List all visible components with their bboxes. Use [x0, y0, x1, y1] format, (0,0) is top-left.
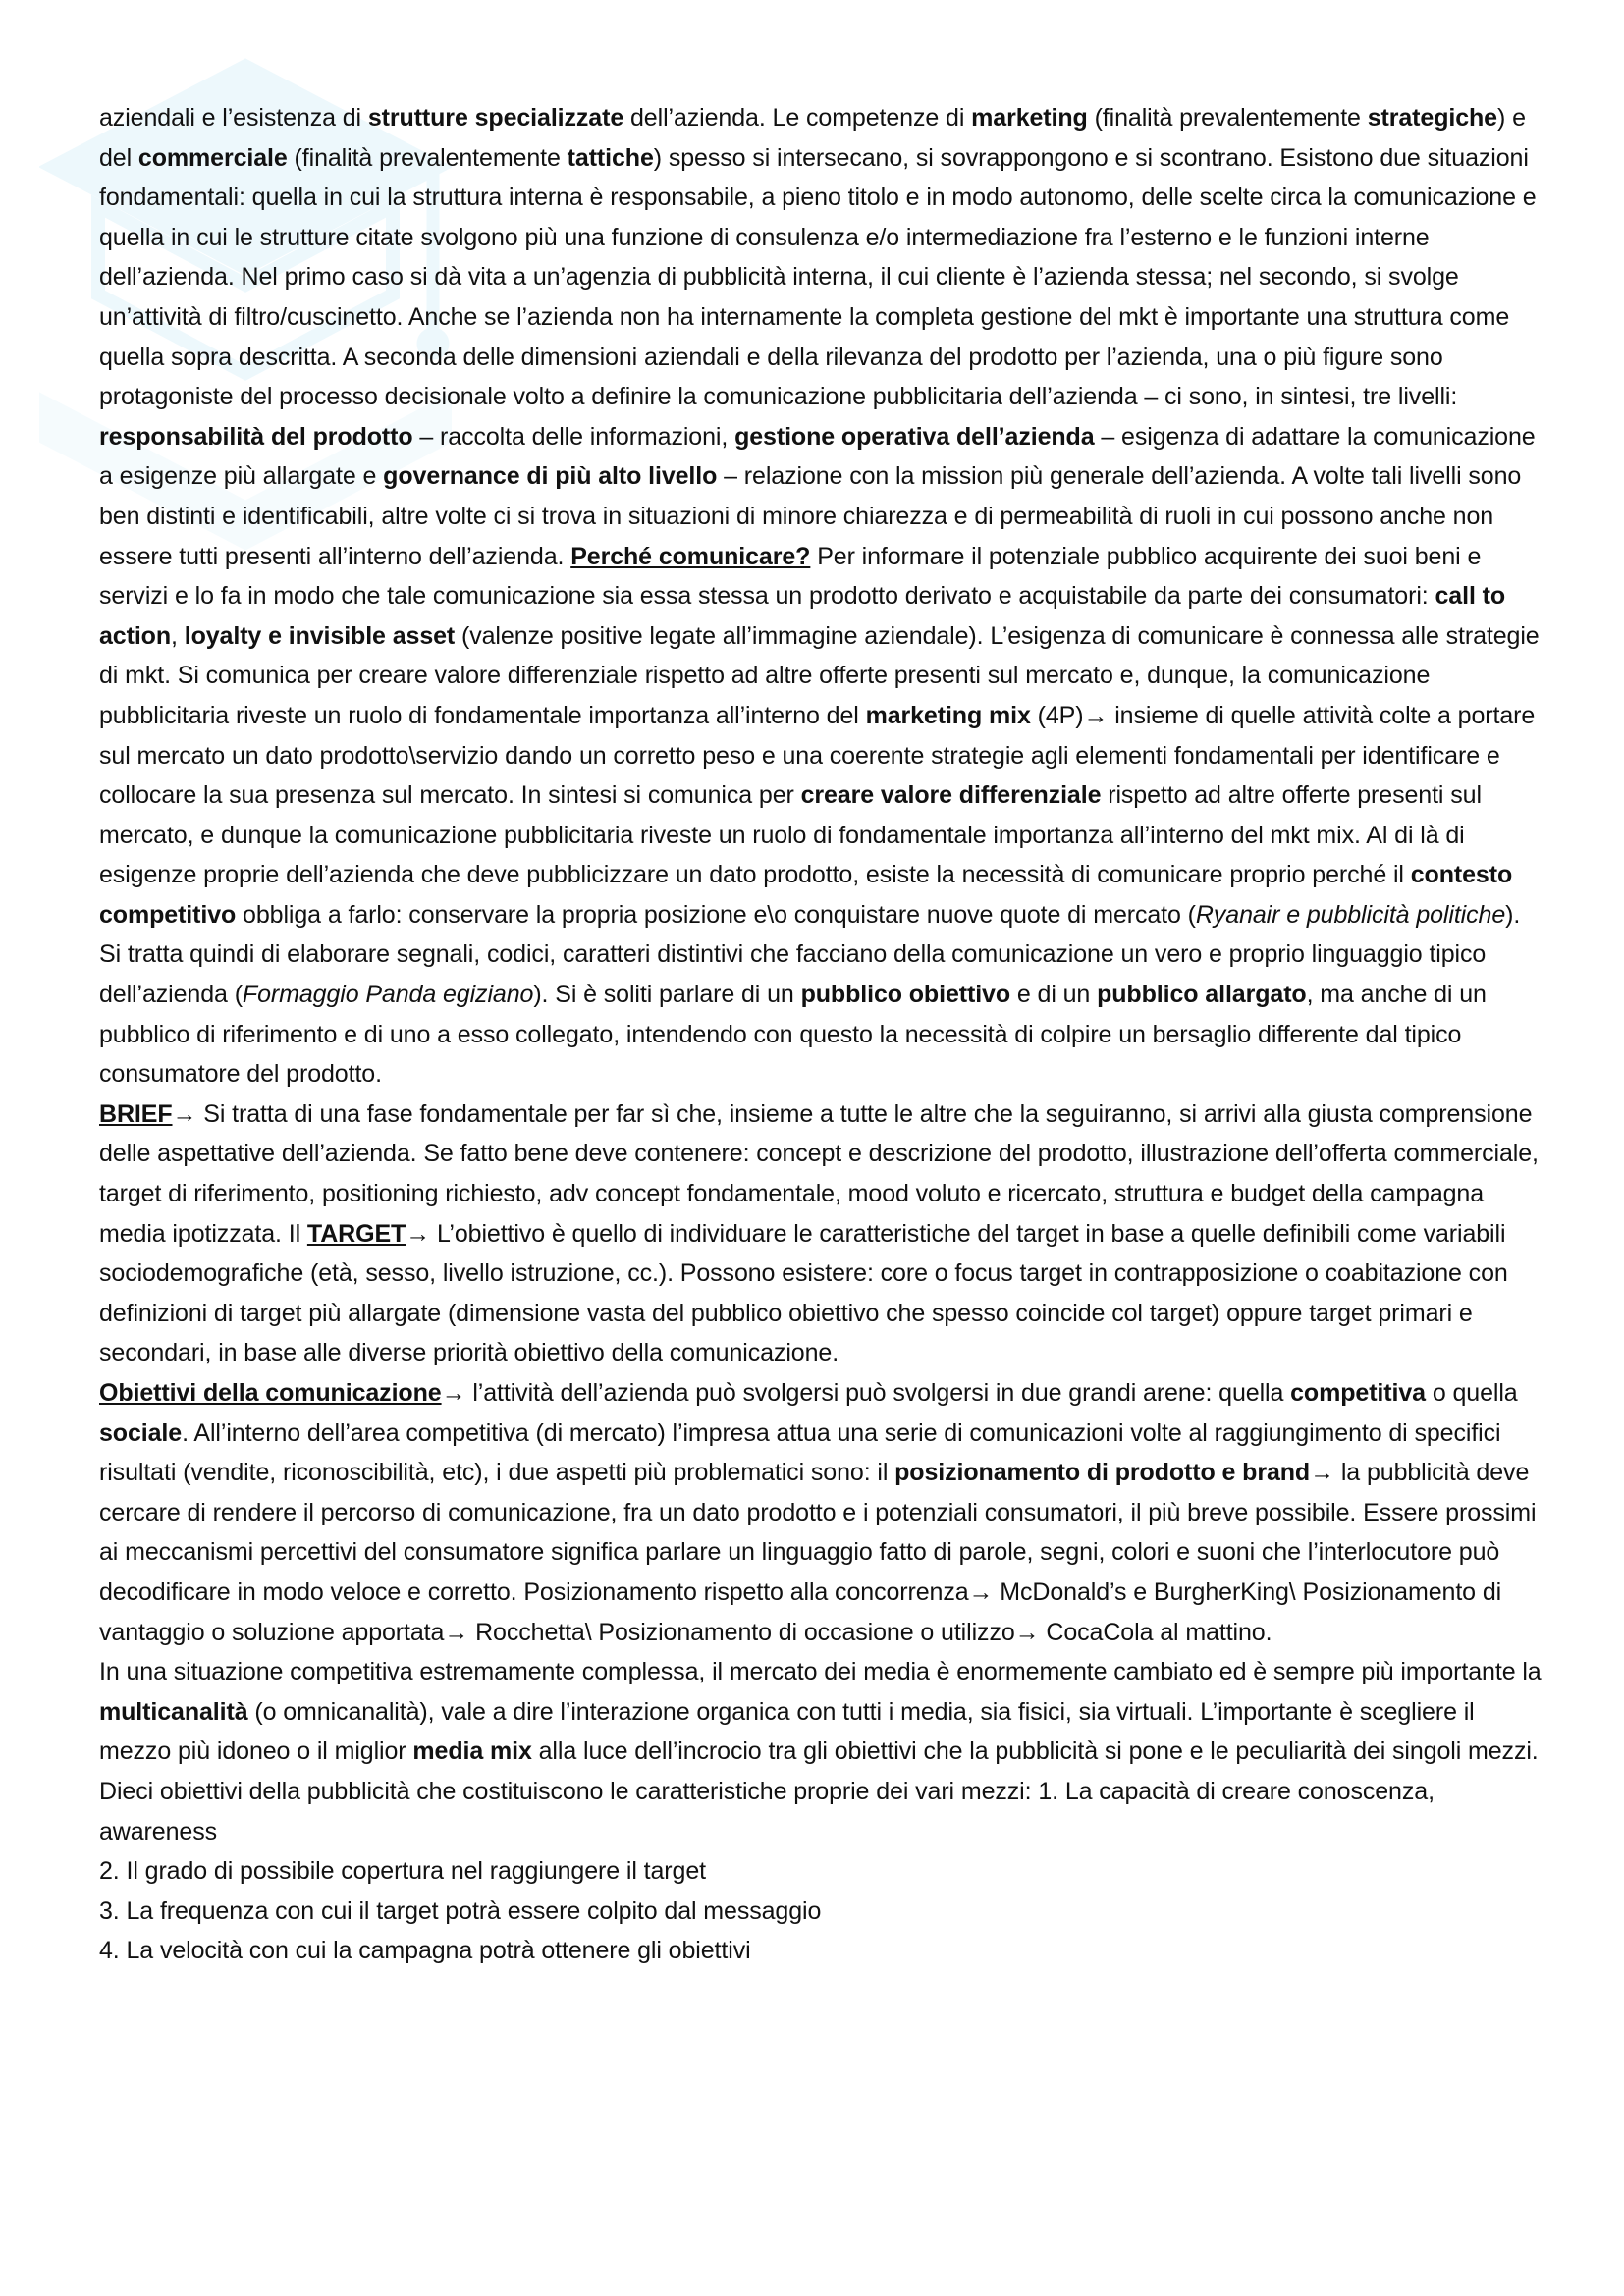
text-run: rispetto ad altre offerte presenti sul mercato, e dunque la comunicazione pubblicitaria riveste un ruolo di fondamentale importanza all’interno del mkt mix. Al di là di esigenze proprie dell’azienda che deve pubblicizzare un dato prodotto, esiste la necessità di comunicare proprio perché il	[99, 781, 1482, 889]
bold-term: governance di più alto livello	[383, 462, 718, 491]
bold-term: loyalty e invisible asset	[184, 621, 456, 650]
list-item: 3. La frequenza con cui il target potrà essere colpito dal messaggio	[99, 1896, 822, 1925]
text-run: ). Si è soliti parlare di un	[533, 981, 801, 1009]
text-run: In una situazione competitiva estremamente complessa, il mercato dei media è enormemente cambiato ed è sempre più importante la	[99, 1658, 1542, 1686]
text-run: → Si tratta di una fase fondamentale per far sì che, insieme a tutte le altre che la seguiranno, si arrivi alla giusta comprensione delle aspettative dell’azienda. Se fatto bene deve contenere: concept e descrizione del prodotto, illustrazione dell’offerta commerciale, target di riferimento, positioning richiesto, adv concept fondamentale, mood voluto e ricercato, struttura e budget della campagna media ipotizzata. Il	[99, 1099, 1539, 1248]
text-run: , ma anche di un pubblico di riferimento e di uno a esso collegato, intendendo con questo la necessità di colpire un bersaglio differente dal tipico consumatore del prodotto.	[99, 981, 1487, 1089]
text-run: (o omnicanalità), vale a dire l’interazione organica con tutti i media, sia fisici, sia virtuali. L’importante è scegliere il mezzo più idoneo o il miglior	[99, 1697, 1475, 1766]
text-run: . All’interno dell’area competitiva (di mercato) l’impresa attua una serie di comunicazioni volte al raggiungimento di specifici risultati (vendite, riconoscibilità, etc), i due aspetti più problematici sono: il	[99, 1418, 1501, 1487]
bold-term: strategiche	[1367, 104, 1497, 132]
bold-term: multicanalità	[99, 1697, 248, 1726]
text-run: (finalità prevalentemente	[1087, 104, 1368, 132]
italic-example: Ryanair e pubblicità politiche	[1195, 900, 1506, 929]
text-run: → L’obiettivo è quello di individuare le caratteristiche del target in base a quelle definibili come variabili sociodemografiche (età, sesso, livello istruzione, cc.). Possono esistere: core o focus target in contrapposizione o coabitazione con definizioni di target più allargate (dimensione vasta del pubblico obiettivo che spesso coincide col target) oppure target primari e secondari, in base alle diverse priorità obiettivo della comunicazione.	[99, 1219, 1508, 1367]
text-run: → la pubblicità deve cercare di rendere il percorso di comunicazione, fra un dato prodotto e i potenziali consumatori, il più breve possibile. Essere prossimi ai meccanismi percettivi del consumatore significa parlare un linguaggio fatto di parole, segni, colori e suoni che l’interlocutore può decodificare in modo veloce e corretto. Posizionamento rispetto alla concorrenza→ McDonald’s e BurgherKing\ Posizionamento di vantaggio o soluzione apportata→ Rocchetta\ Posizionamento di occasione o utilizzo→ CocaCola al mattino.	[99, 1459, 1537, 1646]
bold-term: tattiche	[567, 143, 654, 172]
text-run: ) spesso si intersecano, si sovrappongono e si scontrano. Esistono due situazioni fondamentali: quella in cui la struttura interna è responsabile, a pieno titolo e in modo autonomo, delle scelte circa la comunicazione e quella in cui le strutture citate svolgono più una funzione di consulenza e/o intermediazione fra l’esterno e le funzioni interne dell’azienda. Nel primo caso si dà vita a un’agenzia di pubblicità interna, il cui cliente è l’azienda stessa; nel secondo, si svolge un’attività di filtro/cuscinetto. Anche se l’azienda non ha internamente la completa gestione del mkt è importante una struttura come quella sopra descritta. A seconda delle dimensioni aziendali e della rilevanza del prodotto per l’azienda, una o più figure sono protagoniste del processo decisionale volto a definire la comunicazione pubblicitaria dell’azienda – ci sono, in sintesi, tre livelli:	[99, 143, 1537, 411]
text-run: (finalità prevalentemente	[287, 143, 568, 172]
heading-obiettivi-comunicazione: Obiettivi della comunicazione	[99, 1379, 442, 1407]
list-item: 4. La velocità con cui la campagna potrà ottenere gli obiettivi	[99, 1937, 751, 1965]
bold-term: gestione operativa dell’azienda	[734, 422, 1095, 451]
text-run: – relazione con la mission più generale dell’azienda. A volte tali livelli sono ben distinti e identificabili, altre volte ci si trova in situazioni di minore chiarezza e di permeabilità di ruoli in cui possono anche non essere tutti presenti all’interno dell’azienda.	[99, 462, 1522, 570]
text-run: – raccolta delle informazioni,	[412, 422, 735, 451]
paragraph-multicanalita	[99, 1652, 1543, 1851]
bold-term: media mix	[412, 1737, 532, 1766]
text-run: ,	[171, 621, 185, 650]
paragraph-marketing-structures	[99, 98, 1543, 1095]
text-run: o quella	[1425, 1379, 1518, 1407]
text-run: → l’attività dell’azienda può svolgersi può svolgersi in due grandi arene: quella	[441, 1379, 1291, 1407]
heading-brief: BRIEF	[99, 1099, 173, 1128]
text-run: obbliga a farlo: conservare la propria posizione e\o conquistare nuove quote di mercato (	[236, 900, 1196, 929]
bold-term: posizionamento di prodotto e brand	[894, 1459, 1311, 1487]
text-run: aziendali e l’esistenza di	[99, 104, 368, 132]
bold-term: sociale	[99, 1418, 183, 1447]
bold-term: pubblico allargato	[1097, 981, 1307, 1009]
text-run: (valenze positive legate all’immagine aziendale). L’esigenza di comunicare è connessa alle strategie di mkt. Si comunica per creare valore differenziale rispetto ad altre offerte presenti sul mercato e, dunque, la comunicazione pubblicitaria riveste un ruolo di fondamentale importanza all’interno del	[99, 621, 1540, 729]
bold-term: pubblico obiettivo	[800, 981, 1011, 1009]
text-run: (4P)→ insieme di quelle attività colte a portare sul mercato un dato prodotto\servizio dando un corretto peso e una coerente strategie agli elementi fondamentali per identificare e collocare la sua presenza sul mercato. In sintesi si comunica per	[99, 701, 1536, 810]
heading-target: TARGET	[306, 1219, 406, 1248]
bold-term: marketing	[971, 104, 1088, 132]
text-run: ). Si tratta quindi di elaborare segnali, codici, caratteri distintivi che facciano della comunicazione un vero e proprio linguaggio tipico dell’azienda (	[99, 900, 1521, 1009]
bold-term: creare valore differenziale	[800, 781, 1102, 810]
paragraph-obiettivi	[99, 1373, 1543, 1652]
paragraph-brief	[99, 1095, 1543, 1373]
document-page	[99, 98, 1543, 1971]
italic-example: Formaggio Panda egiziano	[242, 981, 534, 1009]
bold-term: commerciale	[137, 143, 288, 172]
bold-term: marketing mix	[865, 701, 1031, 729]
text-run: – esigenza di adattare la comunicazione a esigenze più allargate e	[99, 422, 1536, 491]
list-item: 2. Il grado di possibile copertura nel raggiungere il target	[99, 1857, 706, 1886]
bold-term: strutture specializzate	[367, 104, 624, 132]
bold-term: competitiva	[1290, 1379, 1426, 1407]
heading-perche-comunicare: Perché comunicare?	[570, 542, 811, 570]
text-run: dell’azienda. Le competenze di	[623, 104, 972, 132]
text-run: ) e del	[99, 104, 1526, 172]
bold-term: call to action	[99, 582, 1506, 650]
text-run: Per informare il potenziale pubblico acquirente dei suoi beni e servizi e lo fa in modo che tale comunicazione sia essa stessa un prodotto derivato e acquistabile da parte dei consumatori:	[99, 542, 1482, 611]
bold-term: contesto competitivo	[99, 861, 1513, 929]
text-run: e di un	[1010, 981, 1098, 1009]
text-run: alla luce dell’incrocio tra gli obiettivi che la pubblicità si pone e le peculiarità dei singoli mezzi. Dieci obiettivi della pubblicità che costituiscono le caratteristiche proprie dei vari mezzi: 1. La capacità di creare conoscenza, awareness	[99, 1737, 1539, 1845]
bold-term: responsabilità del prodotto	[99, 422, 413, 451]
